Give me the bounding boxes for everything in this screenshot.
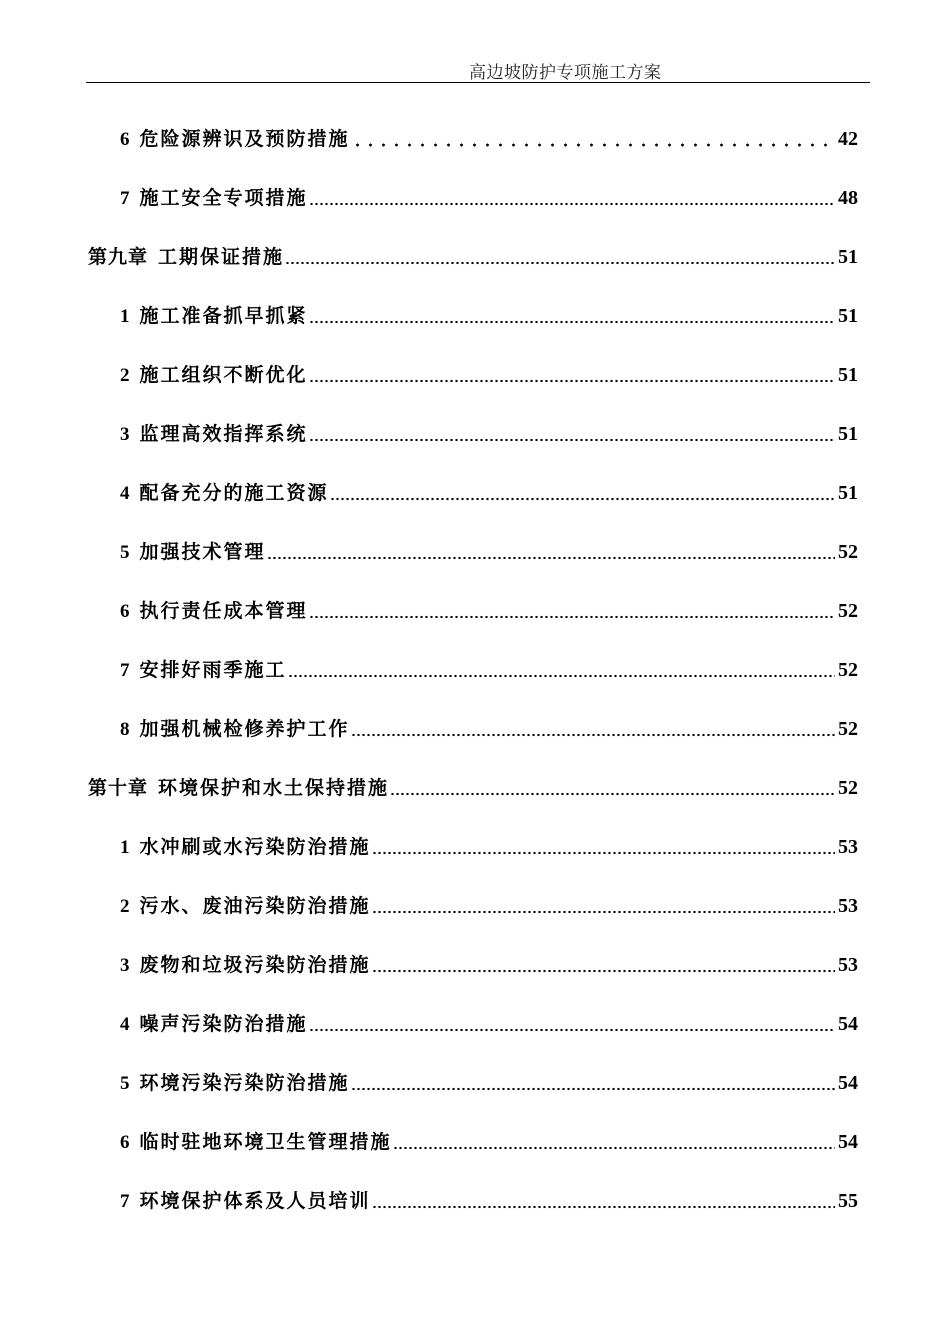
toc-entry-number: 5	[120, 1073, 130, 1094]
toc-entry-title: 环境污染污染防治措施	[139, 1072, 350, 1094]
toc-entry-page: 51	[838, 423, 858, 445]
toc-entry-title: 工期保证措施	[158, 246, 285, 268]
toc-entry-title: 安排好雨季施工	[139, 659, 287, 681]
toc-entry-number: 4	[120, 1014, 130, 1035]
toc-entry[interactable]	[120, 419, 858, 449]
dot-leader	[351, 143, 835, 147]
toc-chapter-entry[interactable]	[88, 242, 858, 272]
toc-entry[interactable]	[120, 360, 858, 390]
toc-entry[interactable]	[120, 714, 858, 744]
dot-leader	[351, 733, 835, 737]
dot-leader	[285, 261, 835, 265]
toc-entry-page: 54	[838, 1013, 858, 1035]
toc-chapter-entry[interactable]	[88, 773, 858, 803]
toc-entry-title: 加强机械检修养护工作	[139, 718, 350, 740]
toc-entry-title: 施工准备抓早抓紧	[139, 305, 308, 327]
toc-entry-number: 3	[120, 424, 130, 445]
toc-entry-page: 48	[838, 187, 858, 209]
toc-chapter-label: 第十章	[88, 777, 149, 799]
toc-entry-page: 52	[838, 659, 858, 681]
dot-leader	[309, 320, 835, 324]
dot-leader	[393, 1146, 835, 1150]
toc-entry-number: 2	[120, 896, 130, 917]
toc-entry-page: 42	[838, 128, 858, 150]
toc-entry-page: 54	[838, 1072, 858, 1094]
dot-leader	[372, 910, 835, 914]
toc-entry-page: 51	[838, 246, 858, 268]
toc-entry[interactable]	[120, 891, 858, 921]
toc-entry[interactable]	[120, 1127, 858, 1157]
toc-entry-title: 施工组织不断优化	[139, 364, 308, 386]
toc-entry[interactable]	[120, 1068, 858, 1098]
toc-entry-page: 52	[838, 718, 858, 740]
toc-entry[interactable]	[120, 950, 858, 980]
dot-leader	[390, 792, 835, 796]
dot-leader	[267, 556, 835, 560]
toc-entry-page: 52	[838, 600, 858, 622]
toc-entry[interactable]	[120, 832, 858, 862]
toc-entry-number: 7	[120, 1191, 130, 1212]
toc-entry-page: 52	[838, 777, 858, 799]
dot-leader	[372, 851, 835, 855]
toc-entry-page: 53	[838, 836, 858, 858]
toc-entry[interactable]	[120, 596, 858, 626]
toc-entry-title: 废物和垃圾污染防治措施	[139, 954, 371, 976]
toc-entry[interactable]	[120, 478, 858, 508]
toc-entry-page: 53	[838, 954, 858, 976]
toc-entry[interactable]	[120, 655, 858, 685]
toc-entry-title: 环境保护和水土保持措施	[158, 777, 390, 799]
toc-entry-number: 4	[120, 483, 130, 504]
toc-entry-number: 8	[120, 719, 130, 740]
toc-entry-title: 污水、废油污染防治措施	[139, 895, 371, 917]
toc-entry[interactable]	[120, 537, 858, 567]
toc-entry-page: 54	[838, 1131, 858, 1153]
toc-entry-number: 5	[120, 542, 130, 563]
toc-entry[interactable]	[120, 124, 858, 154]
toc-entry[interactable]	[120, 301, 858, 331]
toc-entry-title: 加强技术管理	[139, 541, 266, 563]
dot-leader	[351, 1087, 835, 1091]
dot-leader	[309, 202, 835, 206]
toc-entry-page: 51	[838, 364, 858, 386]
toc-entry-title: 监理高效指挥系统	[139, 423, 308, 445]
document-title: 高边坡防护专项施工方案	[469, 63, 662, 83]
toc-entry-title: 危险源辨识及预防措施	[139, 128, 350, 150]
toc-chapter-label: 第九章	[88, 246, 149, 268]
toc-entry-title: 水冲刷或水污染防治措施	[139, 836, 371, 858]
toc-entry-number: 6	[120, 601, 130, 622]
dot-leader	[309, 615, 835, 619]
dot-leader	[330, 497, 835, 501]
toc-entry-page: 53	[838, 895, 858, 917]
toc-entry-title: 临时驻地环境卫生管理措施	[139, 1131, 392, 1153]
page-header	[86, 56, 870, 83]
toc-entry-title: 配备充分的施工资源	[139, 482, 329, 504]
toc-entry-number: 6	[120, 129, 130, 150]
toc-entry-number: 3	[120, 955, 130, 976]
toc-entry-title: 环境保护体系及人员培训	[139, 1190, 371, 1212]
toc-entry-page: 52	[838, 541, 858, 563]
toc-entry-title: 噪声污染防治措施	[139, 1013, 308, 1035]
toc-entry-title: 执行责任成本管理	[139, 600, 308, 622]
dot-leader	[309, 379, 835, 383]
dot-leader	[372, 969, 835, 973]
dot-leader	[372, 1205, 835, 1209]
dot-leader	[288, 674, 835, 678]
toc-entry-page: 55	[838, 1190, 858, 1212]
toc-entry-page: 51	[838, 305, 858, 327]
toc-entry-number: 2	[120, 365, 130, 386]
dot-leader	[309, 1028, 835, 1032]
toc-entry-number: 6	[120, 1132, 130, 1153]
toc-entry-number: 7	[120, 660, 130, 681]
dot-leader	[309, 438, 835, 442]
toc-entry[interactable]	[120, 1186, 858, 1216]
toc-entry-number: 1	[120, 837, 130, 858]
toc-entry[interactable]	[120, 1009, 858, 1039]
toc-entry[interactable]	[120, 183, 858, 213]
toc-entry-number: 1	[120, 306, 130, 327]
toc-entry-page: 51	[838, 482, 858, 504]
toc-entry-number: 7	[120, 188, 130, 209]
toc-entry-title: 施工安全专项措施	[139, 187, 308, 209]
